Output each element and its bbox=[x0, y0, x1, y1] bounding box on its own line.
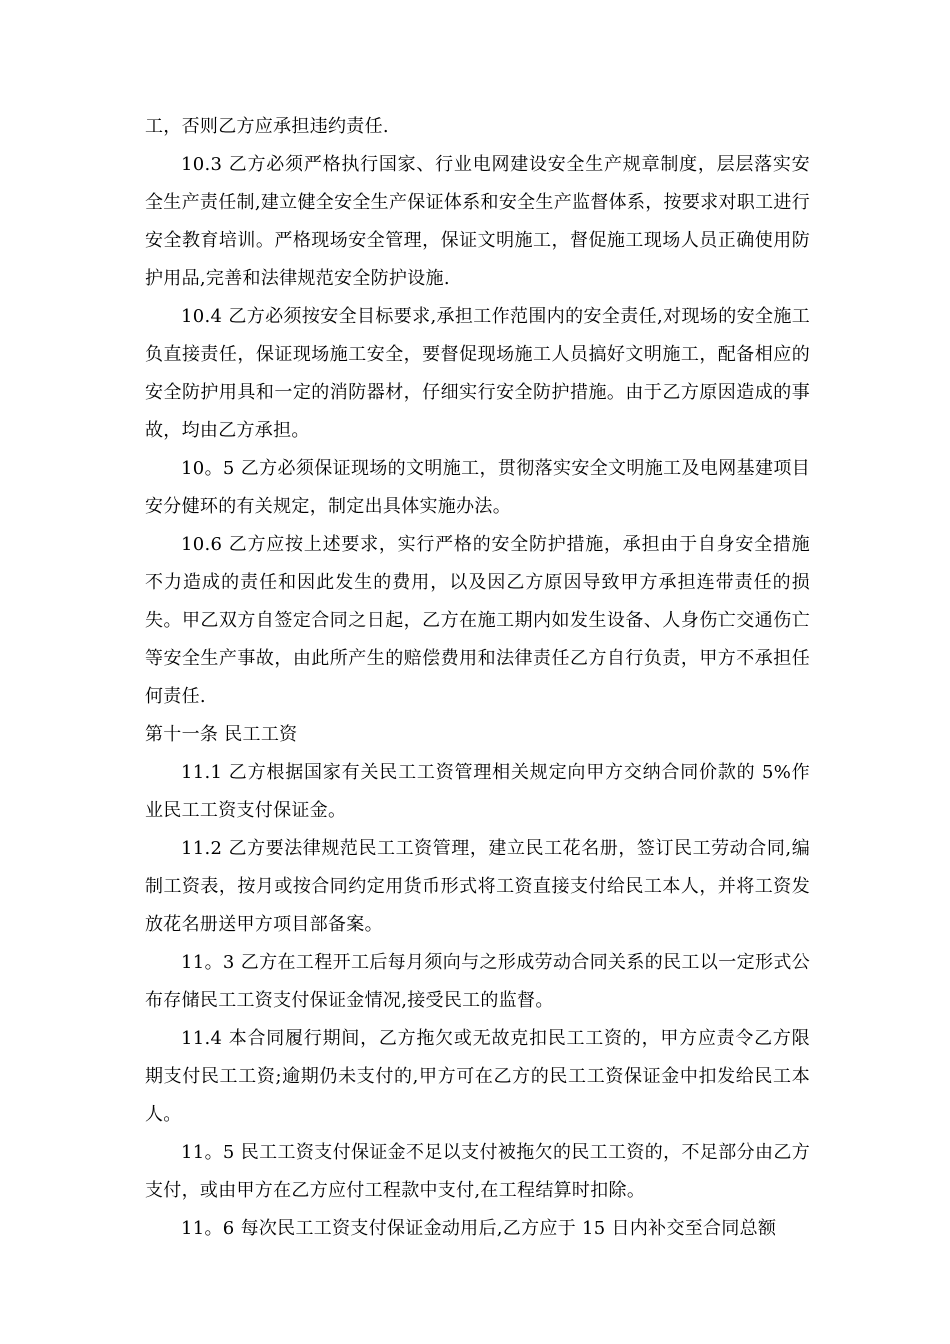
clause-11-6: 11。6 每次民工工资支付保证金动用后,乙方应于 15 日内补交至合同总额 bbox=[181, 1218, 777, 1239]
clause-10-4: 10.4 乙方必须按安全目标要求,承担工作范围内的安全责任,对现场的安全施工负直接责任，保证现场施工安全，要督促现场施工人员搞好文明施工，配备相应的安全防护用具和一定的消防器材，仔细实行安全防护措施。由于乙方原因造成的事故，均由乙方承担。 bbox=[145, 306, 810, 441]
clause-11-5: 11。5 民工工资支付保证金不足以支付被拖欠的民工工资的，不足部分由乙方支付，或由甲方在乙方应付工程款中支付,在工程结算时扣除。 bbox=[145, 1142, 810, 1201]
clause-11-3: 11。3 乙方在工程开工后每月须向与之形成劳动合同关系的民工以一定形式公布存储民工工资支付保证金情况,接受民工的监督。 bbox=[145, 952, 810, 1011]
clause-10-5: 10。5 乙方必须保证现场的文明施工，贯彻落实安全文明施工及电网基建项目安分健环的有关规定，制定出具体实施办法。 bbox=[145, 458, 810, 517]
article-11-heading: 第十一条 民工工资 bbox=[145, 724, 298, 745]
document-body bbox=[145, 108, 810, 1248]
clause-10-3: 10.3 乙方必须严格执行国家、行业电网建设安全生产规章制度，层层落实安全生产责任制,建立健全安全生产保证体系和安全生产监督体系，按要求对职工进行安全教育培训。严格现场安全管理，保证文明施工，督促施工现场人员正确使用防护用品,完善和法律规范安全防护设施. bbox=[145, 154, 810, 289]
clause-11-4: 11.4 本合同履行期间，乙方拖欠或无故克扣民工工资的，甲方应责令乙方限期支付民工工资;逾期仍未支付的,甲方可在乙方的民工工资保证金中扣发给民工本人。 bbox=[145, 1028, 810, 1125]
paragraph-continuation: 工，否则乙方应承担违约责任. bbox=[145, 116, 389, 137]
clause-11-2: 11.2 乙方要法律规范民工工资管理，建立民工花名册，签订民工劳动合同,编制工资表，按月或按合同约定用货币形式将工资直接支付给民工本人，并将工资发放花名册送甲方项目部备案。 bbox=[145, 838, 810, 935]
clause-11-1: 11.1 乙方根据国家有关民工工资管理相关规定向甲方交纳合同价款的 5%作业民工工资支付保证金。 bbox=[145, 762, 810, 821]
clause-10-6: 10.6 乙方应按上述要求，实行严格的安全防护措施，承担由于自身安全措施不力造成的责任和因此发生的费用，以及因乙方原因导致甲方承担连带责任的损失。甲乙双方自签定合同之日起，乙方在施工期内如发生设备、人身伤亡交通伤亡等安全生产事故，由此所产生的赔偿费用和法律责任乙方自行负责，甲方不承担任何责任. bbox=[145, 534, 810, 707]
